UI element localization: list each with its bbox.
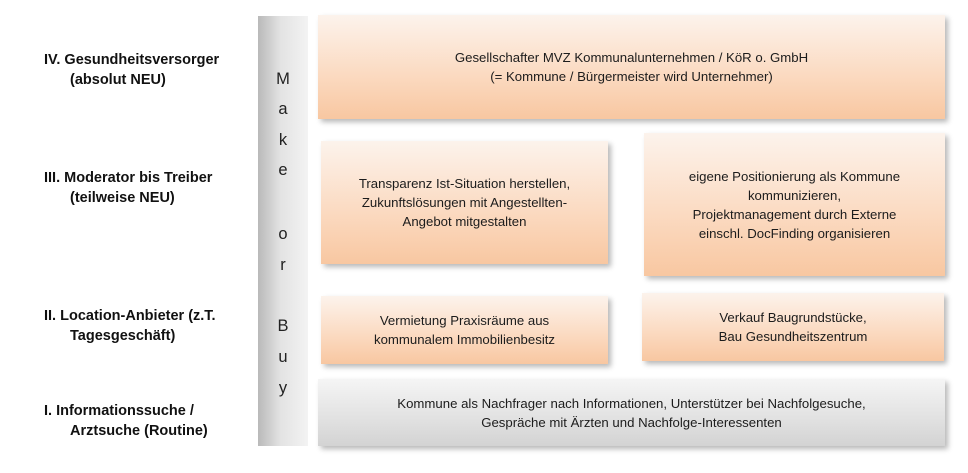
make-or-buy-letter: y [278, 379, 288, 397]
level-label-iii-line2: (teilweise NEU) [70, 190, 175, 206]
level-label-ii-line2: Tagesgeschäft) [70, 328, 176, 344]
box-ii-vermietung [321, 296, 608, 364]
box-i-informationssuche [318, 379, 945, 446]
box-iii-right-line1: eigene Positionierung als Kommune [688, 168, 901, 184]
make-or-buy-letter: r [280, 256, 286, 274]
level-label-iv-line2: (absolut NEU) [70, 72, 166, 88]
level-label-i [44, 401, 208, 441]
box-iii-right-line4: einschl. DocFinding organisieren [698, 225, 891, 241]
box-iii-left-line3: Angebot mitgestalten [402, 214, 527, 229]
make-or-buy-letter: a [278, 100, 288, 118]
level-label-i-line2: Arztsuche (Routine) [70, 423, 208, 439]
level-label-iv [44, 50, 219, 90]
make-or-buy-letter: B [277, 317, 289, 335]
box-ii-left-line1: Vermietung Praxisräume aus [379, 313, 550, 328]
box-ii-right-line1: Verkauf Baugrundstücke, [719, 310, 867, 325]
level-label-ii-line1: II. Location-Anbieter (z.T. [44, 308, 216, 324]
level-label-iii [44, 168, 212, 208]
level-label-i-line1: I. Informationssuche / [44, 403, 194, 419]
box-i-line1: Kommune als Nachfrager nach Informationen, Unterstützer bei Nachfolgesuche, [397, 395, 866, 411]
box-iii-left-line2: Zukunftslösungen mit Angestellten- [361, 195, 568, 210]
box-iii-left-line1: Transparenz Ist-Situation herstellen, [358, 176, 571, 191]
box-iv-mvz-gesellschafter [318, 15, 945, 119]
box-iv-line1: Gesellschafter MVZ Kommunalunternehmen / KöR o. GmbH [454, 50, 809, 65]
make-or-buy-bar [258, 16, 308, 446]
make-or-buy-letter: u [278, 348, 288, 366]
make-or-buy-letter: o [278, 225, 288, 243]
level-label-iv-line1: IV. Gesundheitsversorger [44, 52, 220, 68]
box-i-line2: Gespräche mit Ärzten und Nachfolge-Interessenten [481, 414, 782, 430]
box-iii-transparenz [321, 141, 608, 264]
level-label-ii [44, 306, 216, 346]
make-or-buy-letter: k [278, 131, 288, 149]
level-label-iii-line1: III. Moderator bis Treiber [44, 170, 213, 186]
make-or-buy-letter: e [278, 161, 288, 179]
box-ii-left-line2: kommunalem Immobilienbesitz [373, 332, 556, 347]
box-iv-line2: (= Kommune / Bürgermeister wird Unternehmer) [490, 69, 773, 84]
box-iii-right-line2: kommunizieren, [747, 187, 842, 203]
box-iii-right-line3: Projektmanagement durch Externe [692, 206, 897, 222]
box-ii-right-line2: Bau Gesundheitszentrum [718, 329, 868, 344]
make-or-buy-letter: M [276, 70, 290, 88]
box-iii-positionierung [644, 133, 945, 276]
box-ii-verkauf [642, 293, 944, 361]
